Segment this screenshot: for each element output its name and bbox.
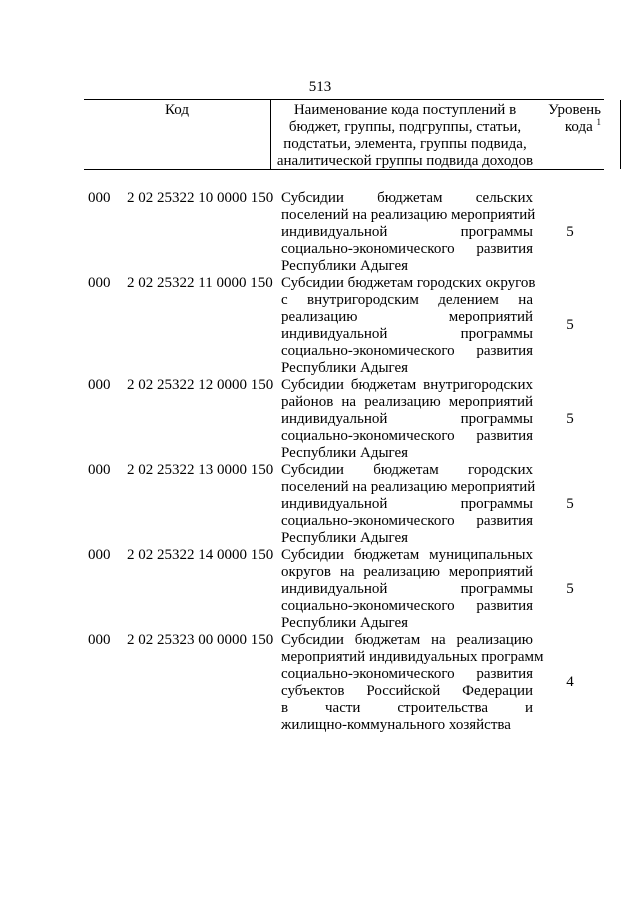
code-level: 5 bbox=[566, 411, 574, 427]
income-name-line: Республики Адыгея bbox=[281, 360, 409, 376]
income-name bbox=[281, 547, 533, 632]
income-name-line: Республики Адыгея bbox=[281, 615, 409, 631]
income-code: 2 02 25322 12 0000 150 bbox=[127, 377, 274, 393]
income-code: 2 02 25322 10 0000 150 bbox=[127, 190, 274, 206]
income-name-line: индивидуальной программы bbox=[281, 581, 533, 597]
income-code: 2 02 25322 11 0000 150 bbox=[127, 275, 273, 291]
admin-code: 000 bbox=[88, 377, 111, 393]
admin-code: 000 bbox=[88, 632, 111, 648]
income-name-line: мероприятий индивидуальных программ bbox=[281, 649, 544, 665]
header-name-line: бюджет, группы, подгруппы, статьи, bbox=[288, 119, 522, 135]
code-level: 5 bbox=[566, 496, 574, 512]
income-code: 2 02 25323 00 0000 150 bbox=[127, 632, 274, 648]
income-name-line: Субсидии бюджетам муниципальных bbox=[281, 547, 533, 563]
page-number: 513 bbox=[308, 79, 332, 95]
admin-code: 000 bbox=[88, 190, 111, 206]
footnote-mark: 1 bbox=[596, 117, 601, 127]
income-name bbox=[281, 632, 544, 734]
income-name-line: Субсидии бюджетам городских округов bbox=[281, 275, 536, 291]
code-level: 4 bbox=[566, 674, 574, 690]
income-name-line: округов на реализацию мероприятий bbox=[281, 564, 533, 580]
income-name-line: реализацию мероприятий bbox=[281, 309, 533, 325]
income-name-line: субъектов Российской Федерации bbox=[281, 683, 533, 699]
header-code: Код bbox=[165, 102, 189, 118]
income-name-line: социально-экономического развития bbox=[281, 666, 533, 682]
income-name-line: в части строительства и bbox=[281, 700, 533, 716]
income-name bbox=[281, 462, 536, 547]
admin-code: 000 bbox=[88, 275, 111, 291]
income-name-line: Субсидии бюджетам на реализацию bbox=[281, 632, 533, 648]
header-name-line: подстатьи, элемента, группы подвида, bbox=[283, 136, 527, 152]
income-name-line: Субсидии бюджетам городских bbox=[281, 462, 533, 478]
income-name-line: социально-экономического развития bbox=[281, 513, 533, 529]
income-name-line: социально-экономического развития bbox=[281, 598, 533, 614]
income-code: 2 02 25322 13 0000 150 bbox=[127, 462, 274, 478]
income-name bbox=[281, 377, 533, 462]
admin-code: 000 bbox=[88, 462, 111, 478]
income-name bbox=[281, 190, 536, 275]
table-header bbox=[84, 99, 604, 170]
income-name-line: Республики Адыгея bbox=[281, 258, 409, 274]
income-name-line: с внутригородским делением на bbox=[281, 292, 533, 308]
header-name-line: Наименование кода поступлений в bbox=[293, 102, 517, 118]
header-level-line: Уровень bbox=[548, 102, 601, 118]
code-level: 5 bbox=[566, 581, 574, 597]
header-level-line bbox=[539, 119, 601, 136]
income-name-line: социально-экономического развития bbox=[281, 343, 533, 359]
income-name-line: социально-экономического развития bbox=[281, 241, 533, 257]
header-name-line: аналитической группы подвида доходов bbox=[276, 153, 534, 169]
income-name-line: индивидуальной программы bbox=[281, 224, 533, 240]
income-name-line: Субсидии бюджетам внутригородских bbox=[281, 377, 533, 393]
income-name-line: поселений на реализацию мероприятий bbox=[281, 207, 536, 223]
income-name-line: индивидуальной программы bbox=[281, 411, 533, 427]
header-level bbox=[539, 102, 601, 136]
header-name bbox=[272, 102, 538, 170]
income-name-line: Субсидии бюджетам сельских bbox=[281, 190, 533, 206]
income-name-line: индивидуальной программы bbox=[281, 496, 533, 512]
code-level: 5 bbox=[566, 317, 574, 333]
income-name bbox=[281, 275, 536, 377]
header-divider bbox=[270, 100, 271, 169]
admin-code: 000 bbox=[88, 547, 111, 563]
income-name-line: поселений на реализацию мероприятий bbox=[281, 479, 536, 495]
code-level: 5 bbox=[566, 224, 574, 240]
header-divider bbox=[620, 100, 621, 169]
income-code: 2 02 25322 14 0000 150 bbox=[127, 547, 274, 563]
header-level-word: кода bbox=[564, 119, 593, 135]
income-name-line: Республики Адыгея bbox=[281, 530, 409, 546]
income-name-line: районов на реализацию мероприятий bbox=[281, 394, 533, 410]
income-name-line: жилищно-коммунального хозяйства bbox=[281, 717, 511, 733]
income-name-line: индивидуальной программы bbox=[281, 326, 533, 342]
income-name-line: Республики Адыгея bbox=[281, 445, 409, 461]
income-name-line: социально-экономического развития bbox=[281, 428, 533, 444]
